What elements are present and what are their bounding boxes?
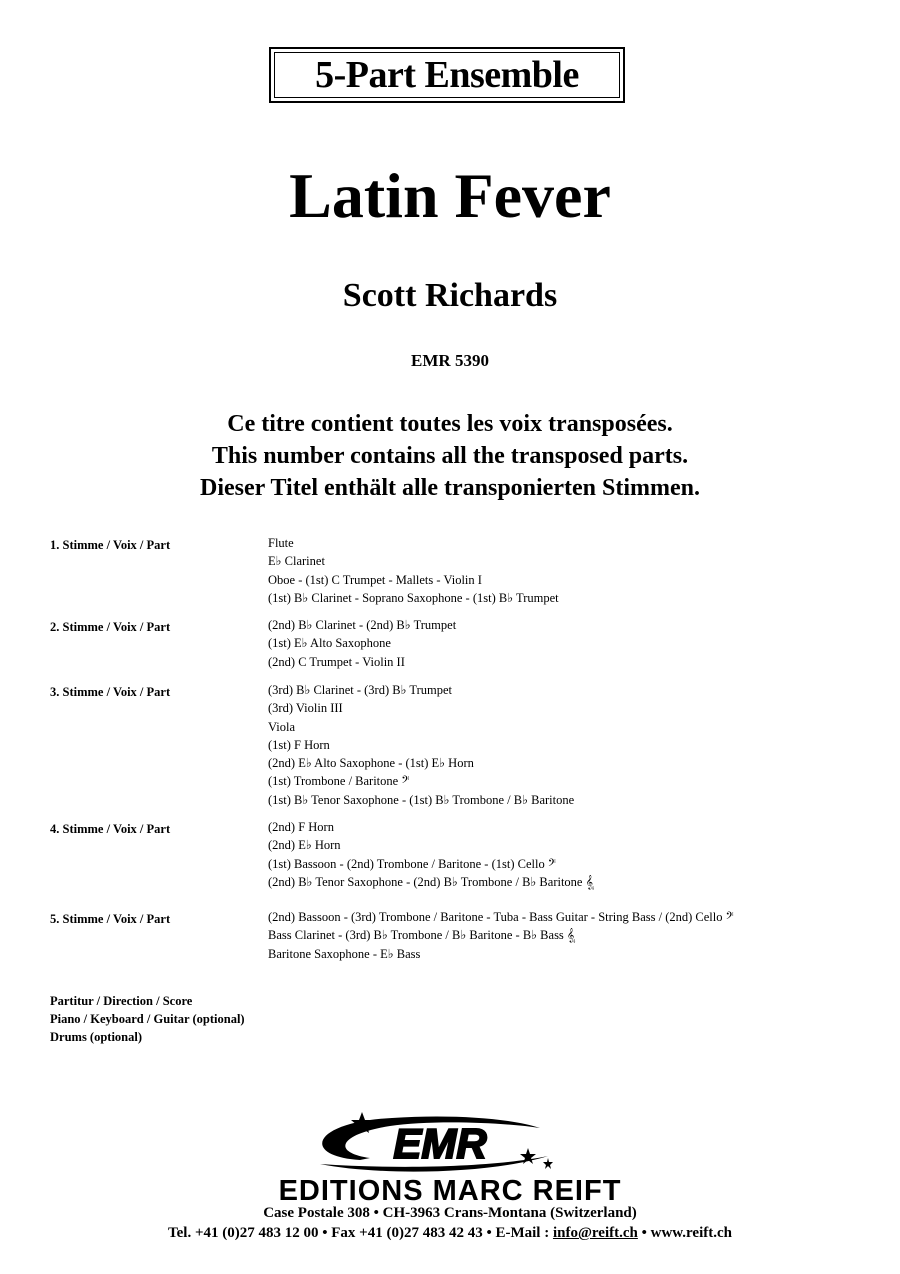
publisher-contact [0, 1224, 900, 1243]
extra-part-piano: Piano / Keyboard / Guitar (optional) [50, 1012, 245, 1026]
contact-email-link[interactable]: info@reift.ch [552, 1225, 638, 1241]
instrument-line: (1st) B♭ Clarinet - Soprano Saxophone - (1st) B♭ Trumpet [268, 590, 559, 605]
instrument-line: (1st) B♭ Tenor Saxophone - (1st) B♭ Trombone / B♭ Baritone [268, 792, 575, 807]
instrument-line: (2nd) E♭ Horn [268, 838, 341, 853]
instrument-line: (3rd) Violin III [268, 701, 343, 716]
instrument-line: Flute [268, 536, 294, 550]
composer-name: Scott Richards [342, 277, 558, 314]
instrument-line: (1st) F Horn [268, 737, 330, 752]
part-4-label: 4. Stimme / Voix / Part [50, 822, 171, 836]
ensemble-label: 5-Part Ensemble [315, 54, 579, 96]
instrument-line: Bass Clarinet - (3rd) B♭ Trombone / B♭ Baritone - B♭ Bass 𝄠 [268, 928, 576, 943]
instrument-line: (2nd) B♭ Tenor Saxophone - (2nd) B♭ Trombone / B♭ Baritone 𝄠 [268, 874, 595, 889]
publisher-name: EDITIONS MARC REIFT [278, 1175, 622, 1207]
extra-part-drums: Drums (optional) [50, 1030, 143, 1044]
instrument-line: (2nd) F Horn [268, 820, 334, 834]
emr-logo [300, 1108, 570, 1180]
instrument-line: E♭ Clarinet [268, 554, 325, 569]
contact-tel: Tel. +41 (0)27 483 12 00 • [168, 1225, 328, 1241]
instrument-line: (2nd) B♭ Clarinet - (2nd) B♭ Trumpet [268, 618, 457, 632]
transposition-notice [0, 408, 900, 504]
star-icon [543, 1158, 553, 1169]
instrument-line: Viola [268, 719, 296, 734]
part-4-instruments [268, 818, 594, 891]
instrument-line: (1st) Bassoon - (2nd) Trombone / Baritone - (1st) Cello 𝄢 [268, 856, 556, 871]
notice-english: This number contains all the transposed parts. [211, 443, 689, 469]
instrument-line: (3rd) B♭ Clarinet - (3rd) B♭ Trumpet [268, 683, 452, 697]
notice-french: Ce titre contient toutes les voix transposées. [227, 411, 673, 437]
instrument-line: (1st) E♭ Alto Saxophone [268, 636, 391, 651]
extra-part-score: Partitur / Direction / Score [50, 994, 193, 1008]
instrument-line: (2nd) Bassoon - (3rd) Trombone / Baritone - Tuba - Bass Guitar - String Bass / (2nd) Cello 𝄢 [268, 910, 734, 924]
part-2-instruments [268, 616, 456, 671]
part-3-instruments [268, 681, 574, 809]
publisher-address: Case Postale 308 • CH-3963 Crans-Montana (Switzerland) [263, 1205, 637, 1221]
ensemble-box [269, 47, 625, 103]
part-1-instruments [268, 534, 559, 607]
part-1-label: 1. Stimme / Voix / Part [50, 538, 171, 552]
instrument-line: (1st) Trombone / Baritone 𝄢 [268, 774, 410, 789]
notice-german: Dieser Titel enthält alle transponierten Stimmen. [200, 475, 700, 501]
catalog-number: EMR 5390 [411, 351, 489, 370]
additional-parts [50, 992, 245, 1046]
part-5-label: 5. Stimme / Voix / Part [50, 912, 171, 926]
instrument-line: Oboe - (1st) C Trumpet - Mallets - Violin I [268, 572, 482, 587]
page-title: Latin Fever [289, 160, 611, 231]
part-2-label: 2. Stimme / Voix / Part [50, 620, 171, 634]
contact-email-label: E-Mail : [495, 1225, 550, 1241]
instrument-line: (2nd) C Trumpet - Violin II [268, 654, 405, 669]
part-5-instruments [268, 908, 734, 963]
instrument-line: Baritone Saxophone - E♭ Bass [268, 946, 421, 961]
logo-text: EMR [393, 1120, 487, 1167]
instrument-line: (2nd) E♭ Alto Saxophone - (1st) E♭ Horn [268, 756, 474, 771]
contact-website[interactable]: • www.reift.ch [641, 1225, 732, 1241]
contact-fax: Fax +41 (0)27 483 42 43 • [331, 1225, 492, 1241]
part-3-label: 3. Stimme / Voix / Part [50, 685, 171, 699]
